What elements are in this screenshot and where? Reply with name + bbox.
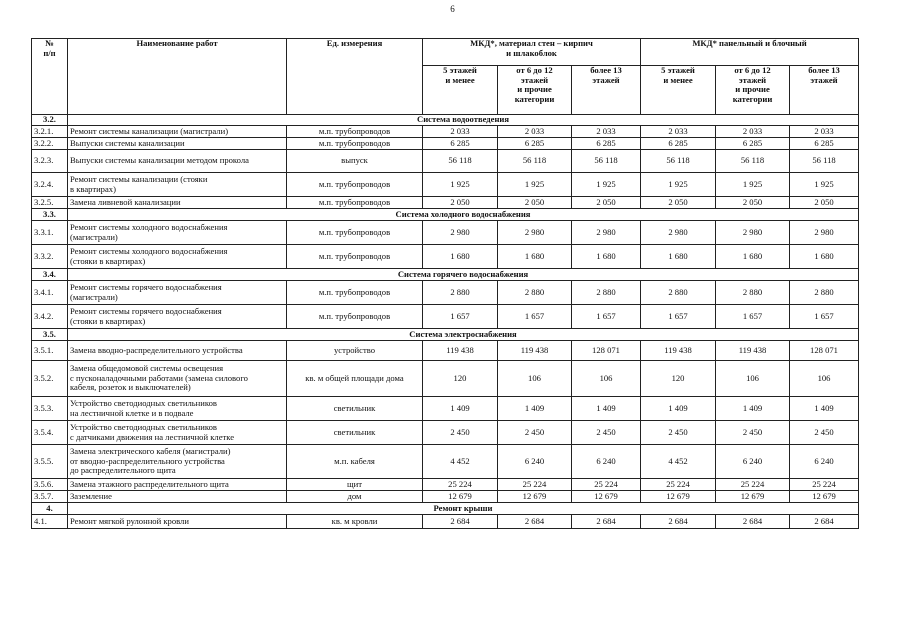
value-cell: 25 224 [423, 479, 498, 491]
table-body [32, 115, 859, 529]
unit-cell: м.п. трубопроводов [287, 197, 423, 209]
unit-cell: устройство [287, 341, 423, 361]
value-cell: 6 285 [790, 138, 859, 150]
unit-cell: м.п. кабеля [287, 445, 423, 479]
value-cell: 1 657 [790, 305, 859, 329]
value-cell: 2 050 [716, 197, 790, 209]
value-cell: 128 071 [572, 341, 641, 361]
value-cell: 12 679 [790, 491, 859, 503]
work-name: Ремонт системы канализации (стояки в квартирах) [68, 173, 287, 197]
row-number: 3.2.1. [32, 126, 68, 138]
value-cell: 2 050 [572, 197, 641, 209]
table-row [32, 245, 859, 269]
value-cell: 2 684 [423, 515, 498, 529]
value-cell: 2 450 [790, 421, 859, 445]
section-number: 3.5. [32, 329, 68, 341]
value-cell: 2 980 [572, 221, 641, 245]
value-cell: 2 450 [572, 421, 641, 445]
row-number: 4.1. [32, 515, 68, 529]
value-cell: 1 657 [572, 305, 641, 329]
table-row [32, 491, 859, 503]
value-cell: 6 285 [498, 138, 572, 150]
section-title: Ремонт крыши [68, 503, 859, 515]
table-row [32, 173, 859, 197]
value-cell: 2 050 [641, 197, 716, 209]
row-number: 3.5.7. [32, 491, 68, 503]
value-cell: 1 409 [423, 397, 498, 421]
table-row [32, 479, 859, 491]
section-number: 4. [32, 503, 68, 515]
value-cell: 1 925 [716, 173, 790, 197]
unit-cell: дом [287, 491, 423, 503]
row-number: 3.5.1. [32, 341, 68, 361]
value-cell: 128 071 [790, 341, 859, 361]
header-group-brick: МКД*, материал стен – кирпич и шлакоблок [423, 39, 641, 66]
value-cell: 1 680 [498, 245, 572, 269]
value-cell: 2 980 [641, 221, 716, 245]
value-cell: 106 [572, 361, 641, 397]
work-name: Устройство светодиодных светильников с датчиками движения на лестничной клетке [68, 421, 287, 445]
header-sub: более 13 этажей [790, 66, 859, 115]
value-cell: 120 [423, 361, 498, 397]
value-cell: 2 684 [641, 515, 716, 529]
value-cell: 1 925 [572, 173, 641, 197]
work-name: Замена ливневой канализации [68, 197, 287, 209]
unit-cell: светильник [287, 397, 423, 421]
section-number: 3.2. [32, 115, 68, 126]
value-cell: 2 033 [423, 126, 498, 138]
value-cell: 2 880 [423, 281, 498, 305]
header-name: Наименование работ [68, 39, 287, 115]
value-cell: 1 680 [572, 245, 641, 269]
unit-cell: светильник [287, 421, 423, 445]
value-cell: 6 240 [498, 445, 572, 479]
value-cell: 56 118 [572, 150, 641, 173]
value-cell: 1 409 [790, 397, 859, 421]
row-number: 3.3.1. [32, 221, 68, 245]
section-number: 3.3. [32, 209, 68, 221]
row-number: 3.5.6. [32, 479, 68, 491]
value-cell: 106 [498, 361, 572, 397]
table-row [32, 126, 859, 138]
value-cell: 6 285 [423, 138, 498, 150]
value-cell: 2 980 [423, 221, 498, 245]
work-name: Ремонт системы холодного водоснабжения (магистрали) [68, 221, 287, 245]
header-sub: от 6 до 12 этажей и прочие категории [498, 66, 572, 115]
value-cell: 2 450 [716, 421, 790, 445]
value-cell: 12 679 [498, 491, 572, 503]
value-cell: 2 684 [716, 515, 790, 529]
value-cell: 1 925 [790, 173, 859, 197]
value-cell: 56 118 [423, 150, 498, 173]
row-number: 3.4.1. [32, 281, 68, 305]
work-name: Заземление [68, 491, 287, 503]
value-cell: 25 224 [790, 479, 859, 491]
header-sub: от 6 до 12 этажей и прочие категории [716, 66, 790, 115]
table-row [32, 221, 859, 245]
table-row [32, 305, 859, 329]
value-cell: 1 680 [423, 245, 498, 269]
table-row [32, 361, 859, 397]
table-row [32, 421, 859, 445]
work-name: Ремонт системы горячего водоснабжения (стояки в квартирах) [68, 305, 287, 329]
value-cell: 106 [716, 361, 790, 397]
value-cell: 56 118 [641, 150, 716, 173]
row-number: 3.2.2. [32, 138, 68, 150]
value-cell: 1 657 [498, 305, 572, 329]
value-cell: 1 409 [572, 397, 641, 421]
value-cell: 2 880 [572, 281, 641, 305]
row-number: 3.2.4. [32, 173, 68, 197]
section-row [32, 503, 859, 515]
value-cell: 2 050 [423, 197, 498, 209]
value-cell: 12 679 [716, 491, 790, 503]
row-number: 3.2.5. [32, 197, 68, 209]
unit-cell: м.п. трубопроводов [287, 245, 423, 269]
value-cell: 1 925 [423, 173, 498, 197]
value-cell: 2 684 [572, 515, 641, 529]
value-cell: 12 679 [572, 491, 641, 503]
unit-cell: м.п. трубопроводов [287, 126, 423, 138]
value-cell: 25 224 [641, 479, 716, 491]
row-number: 3.2.3. [32, 150, 68, 173]
value-cell: 119 438 [423, 341, 498, 361]
value-cell: 2 880 [498, 281, 572, 305]
work-name: Устройство светодиодных светильников на лестничной клетке и в подвале [68, 397, 287, 421]
row-number: 3.5.2. [32, 361, 68, 397]
unit-cell: щит [287, 479, 423, 491]
value-cell: 2 980 [498, 221, 572, 245]
section-title: Система электроснабжения [68, 329, 859, 341]
unit-cell: м.п. трубопроводов [287, 173, 423, 197]
value-cell: 2 450 [641, 421, 716, 445]
value-cell: 1 409 [641, 397, 716, 421]
work-name: Выпуски системы канализации методом прокола [68, 150, 287, 173]
value-cell: 56 118 [716, 150, 790, 173]
value-cell: 1 680 [716, 245, 790, 269]
table-row [32, 138, 859, 150]
work-name: Замена общедомовой системы освещения с пусконаладочными работами (замена силового кабеля, розеток и выключателей) [68, 361, 287, 397]
value-cell: 1 657 [716, 305, 790, 329]
header-row-1 [32, 39, 859, 66]
value-cell: 6 240 [790, 445, 859, 479]
unit-cell: кв. м общей площади дома [287, 361, 423, 397]
row-number: 3.5.4. [32, 421, 68, 445]
value-cell: 2 980 [716, 221, 790, 245]
header-num: № п/п [32, 39, 68, 115]
value-cell: 1 925 [498, 173, 572, 197]
work-name: Ремонт мягкой рулонной кровли [68, 515, 287, 529]
section-row [32, 269, 859, 281]
value-cell: 56 118 [498, 150, 572, 173]
unit-cell: м.п. трубопроводов [287, 221, 423, 245]
value-cell: 1 409 [716, 397, 790, 421]
section-title: Система водоотведения [68, 115, 859, 126]
value-cell: 2 980 [790, 221, 859, 245]
value-cell: 2 880 [716, 281, 790, 305]
value-cell: 12 679 [641, 491, 716, 503]
unit-cell: м.п. трубопроводов [287, 281, 423, 305]
section-number: 3.4. [32, 269, 68, 281]
work-name: Замена вводно-распределительного устройства [68, 341, 287, 361]
section-row [32, 209, 859, 221]
header-group-panel: МКД* панельный и блочный [641, 39, 859, 66]
row-number: 3.5.5. [32, 445, 68, 479]
work-name: Замена электрического кабеля (магистрали) от вводно-распределительного устройства до распределительного щита [68, 445, 287, 479]
value-cell: 1 657 [641, 305, 716, 329]
value-cell: 2 033 [716, 126, 790, 138]
value-cell: 2 050 [790, 197, 859, 209]
value-cell: 1 409 [498, 397, 572, 421]
unit-cell: кв. м кровли [287, 515, 423, 529]
value-cell: 25 224 [498, 479, 572, 491]
value-cell: 6 240 [572, 445, 641, 479]
value-cell: 2 684 [790, 515, 859, 529]
table-row [32, 515, 859, 529]
table-row [32, 445, 859, 479]
value-cell: 2 450 [498, 421, 572, 445]
value-cell: 119 438 [641, 341, 716, 361]
unit-cell: м.п. трубопроводов [287, 305, 423, 329]
work-name: Выпуски системы канализации [68, 138, 287, 150]
value-cell: 1 925 [641, 173, 716, 197]
value-cell: 2 033 [641, 126, 716, 138]
row-number: 3.5.3. [32, 397, 68, 421]
value-cell: 25 224 [572, 479, 641, 491]
value-cell: 2 033 [790, 126, 859, 138]
header-unit: Ед. измерения [287, 39, 423, 115]
row-number: 3.4.2. [32, 305, 68, 329]
section-title: Система горячего водоснабжения [68, 269, 859, 281]
rates-table [31, 38, 859, 529]
value-cell: 1 657 [423, 305, 498, 329]
value-cell: 56 118 [790, 150, 859, 173]
value-cell: 2 033 [572, 126, 641, 138]
section-title: Система холодного водоснабжения [68, 209, 859, 221]
table-row [32, 150, 859, 173]
value-cell: 2 684 [498, 515, 572, 529]
header-sub: 5 этажей и менее [641, 66, 716, 115]
value-cell: 2 050 [498, 197, 572, 209]
value-cell: 119 438 [716, 341, 790, 361]
value-cell: 2 033 [498, 126, 572, 138]
value-cell: 119 438 [498, 341, 572, 361]
value-cell: 6 285 [716, 138, 790, 150]
value-cell: 4 452 [423, 445, 498, 479]
value-cell: 2 450 [423, 421, 498, 445]
value-cell: 1 680 [641, 245, 716, 269]
value-cell: 6 285 [641, 138, 716, 150]
work-name: Ремонт системы канализации (магистрали) [68, 126, 287, 138]
value-cell: 4 452 [641, 445, 716, 479]
value-cell: 2 880 [641, 281, 716, 305]
work-name: Ремонт системы холодного водоснабжения (стояки в квартирах) [68, 245, 287, 269]
value-cell: 12 679 [423, 491, 498, 503]
table-row [32, 341, 859, 361]
work-name: Замена этажного распределительного щита [68, 479, 287, 491]
value-cell: 120 [641, 361, 716, 397]
value-cell: 1 680 [790, 245, 859, 269]
table-row [32, 197, 859, 209]
header-sub: 5 этажей и менее [423, 66, 498, 115]
row-number: 3.3.2. [32, 245, 68, 269]
value-cell: 6 285 [572, 138, 641, 150]
value-cell: 25 224 [716, 479, 790, 491]
section-row [32, 115, 859, 126]
header-sub: более 13 этажей [572, 66, 641, 115]
value-cell: 6 240 [716, 445, 790, 479]
unit-cell: м.п. трубопроводов [287, 138, 423, 150]
unit-cell: выпуск [287, 150, 423, 173]
table-row [32, 397, 859, 421]
value-cell: 2 880 [790, 281, 859, 305]
page-number: 6 [450, 4, 455, 14]
work-name: Ремонт системы горячего водоснабжения (магистрали) [68, 281, 287, 305]
section-row [32, 329, 859, 341]
table-row [32, 281, 859, 305]
value-cell: 106 [790, 361, 859, 397]
